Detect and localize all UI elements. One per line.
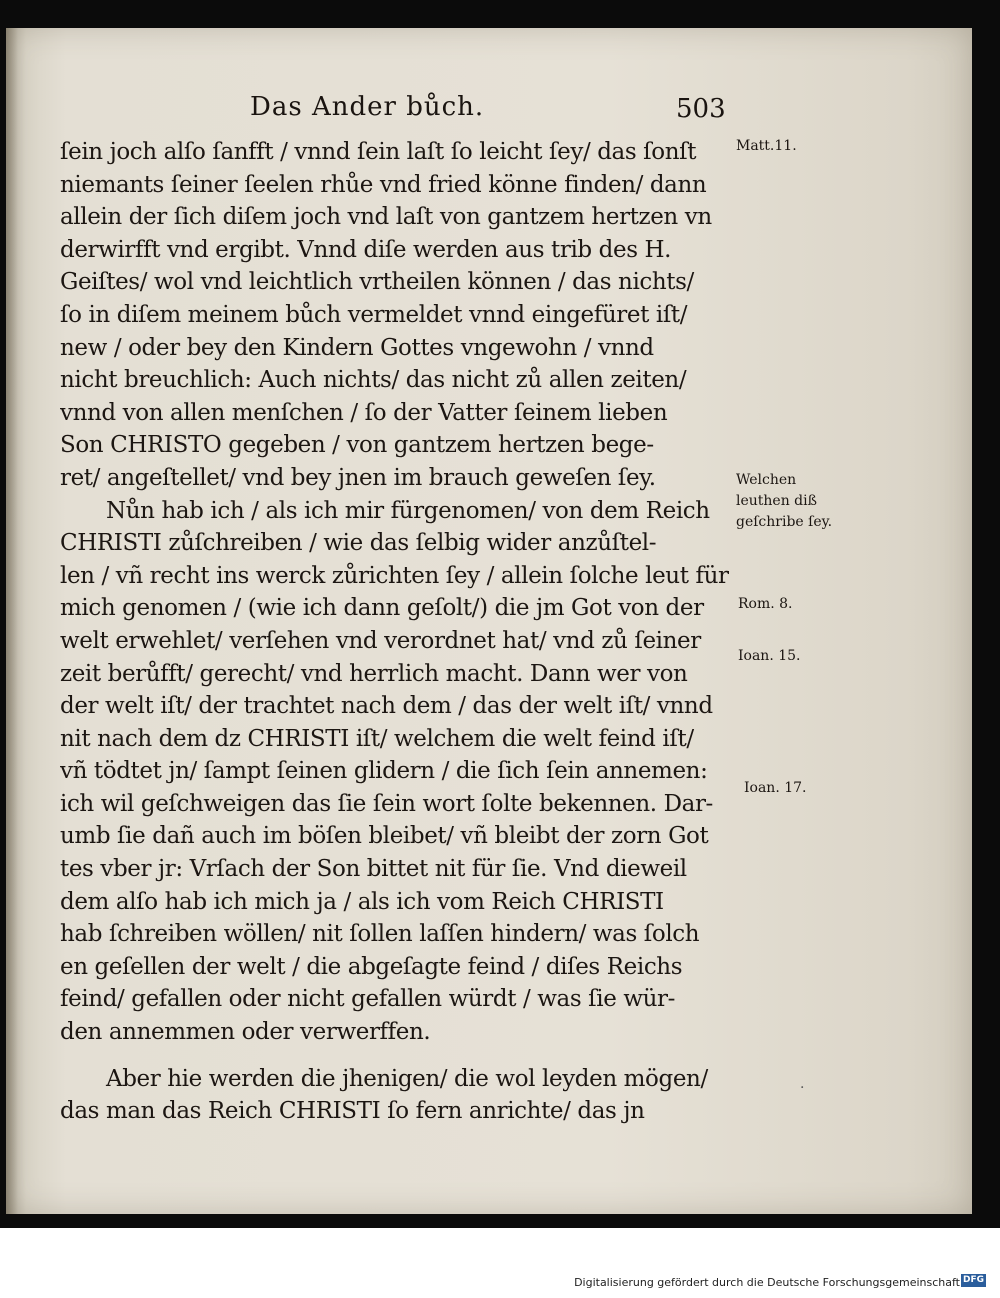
footer-credit: Digitalisierung gefördert durch die Deutsche Forschungsgemeinschaft xyxy=(574,1276,960,1289)
body-text xyxy=(60,136,740,1128)
marginal-note-line: geſchribe ſey. xyxy=(736,514,833,530)
ink-speck: · xyxy=(800,1080,805,1096)
text-line: zeit berůfft/ gerecht/ vnd herrlich macht. Dann wer von xyxy=(60,660,688,687)
dfg-logo: DFG xyxy=(962,1275,984,1285)
text-line: CHRISTI zůſchreiben / wie das ſelbig wider anzůſtel- xyxy=(60,530,657,557)
text-line: das man das Reich CHRISTI ſo fern anrichte/ das jn xyxy=(60,1098,645,1125)
marginal-note-ioan-15: Ioan. 15. xyxy=(738,648,801,664)
text-line: vnnd von allen menſchen / ſo der Vatter ſeinem lieben xyxy=(60,399,668,426)
text-line: hab ſchreiben wöllen/ nit ſollen laſſen hindern/ was ſolch xyxy=(60,921,700,948)
text-line: feind/ gefallen oder nicht gefallen würdt / was ſie wür- xyxy=(60,986,675,1013)
text-line: Nůn hab ich / als ich mir fürgenomen/ von dem Reich xyxy=(106,497,710,524)
marginal-note-rom: Rom. 8. xyxy=(738,596,793,612)
marginal-note-welchen xyxy=(736,470,832,533)
text-line: ſein joch alſo ſanfft / vnnd ſein laſt ſo leicht ſey/ das ſonſt xyxy=(60,139,697,165)
text-line: en geſellen der welt / die abgeſagte feind / diſes Reichs xyxy=(60,953,683,980)
text-line: welt erwehlet/ verſehen vnd verordnet hat/ vnd zů ſeiner xyxy=(60,627,701,654)
text-line: nit nach dem dz CHRISTI iſt/ welchem die welt feind iſt/ xyxy=(60,725,694,752)
text-line: der welt iſt/ der trachtet nach dem / das der welt iſt/ vnnd xyxy=(60,693,713,720)
marginal-note-line: Welchen xyxy=(736,472,797,488)
text-line: dem alſo hab ich mich ja / als ich vom Reich CHRISTI xyxy=(60,888,664,915)
text-line: tes vber jr: Vrſach der Son bittet nit für ſie. Vnd dieweil xyxy=(60,856,687,883)
text-line: Geiſtes/ wol vnd leichtlich vrtheilen können / das nichts/ xyxy=(60,269,694,296)
text-line: Son CHRISTO gegeben / von gantzem hertzen bege- xyxy=(60,432,654,459)
running-head: Das Ander bůch. xyxy=(250,92,485,122)
text-line: nicht breuchlich: Auch nichts/ das nicht zů allen zeiten/ xyxy=(60,367,687,394)
marginal-note-matt: Matt.11. xyxy=(736,138,797,154)
text-line: ſo in diſem meinem bůch vermeldet vnnd eingefüret iſt/ xyxy=(60,301,688,328)
text-line: umb ſie dañ auch im böſen bleibet/ vñ bleibt der zorn Got xyxy=(60,823,709,850)
marginal-note-line: leuthen diß xyxy=(736,493,817,509)
text-line: len / vñ recht ins werck zůrichten ſey / allein ſolche leut für xyxy=(60,562,729,589)
text-line: new / oder bey den Kindern Gottes vngewohn / vnnd xyxy=(60,334,654,361)
text-line: ret/ angeſtellet/ vnd bey jnen im brauch geweſen ſey. xyxy=(60,464,656,491)
text-line: Aber hie werden die jhenigen/ die wol leyden mögen/ xyxy=(106,1065,708,1092)
marginal-note-ioan-17: Ioan. 17. xyxy=(744,780,807,796)
text-line: mich genomen / (wie ich dann geſolt/) die jm Got von der xyxy=(60,595,704,622)
text-line: vñ tödtet jn/ ſampt ſeinen glidern / die ſich ſein annemen: xyxy=(60,758,708,785)
text-line: den annemmen oder verwerffen. xyxy=(60,1019,431,1046)
text-line: allein der ſich diſem joch vnd laſt von gantzem hertzen vn xyxy=(60,204,712,231)
text-line: niemants ſeiner ſeelen rhůe vnd fried könne finden/ dann xyxy=(60,171,707,198)
page-number: 503 xyxy=(676,94,726,124)
text-line: ich wil geſchweigen das ſie ſein wort ſolte bekennen. Dar- xyxy=(60,790,713,817)
text-line: derwirfft vnd ergibt. Vnnd diſe werden aus trib des H. xyxy=(60,236,672,263)
